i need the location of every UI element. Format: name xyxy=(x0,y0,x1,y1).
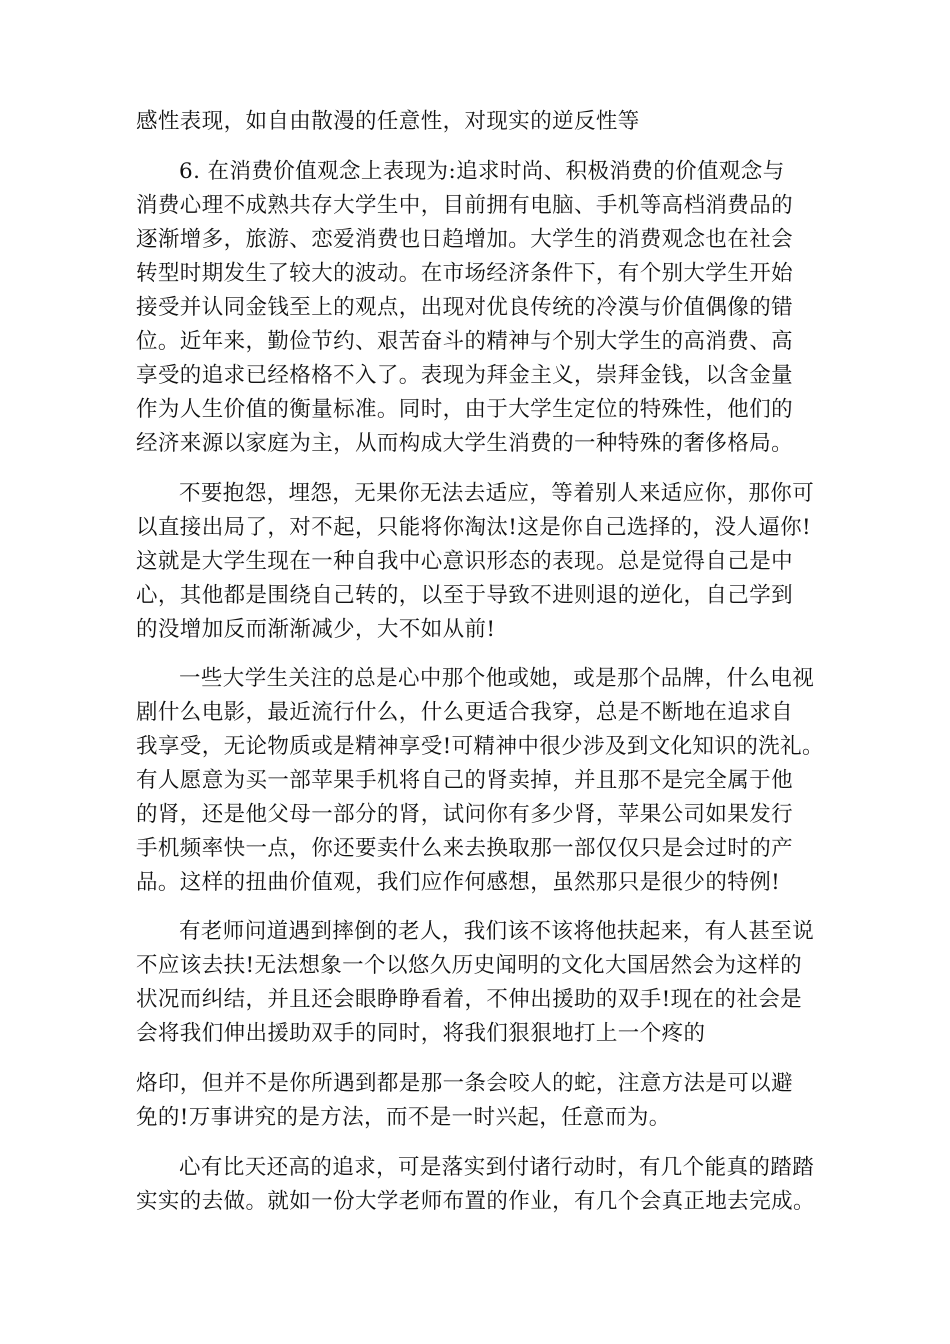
text-line: 消费心理不成熟共存大学生中，目前拥有电脑、手机等高档消费品的 xyxy=(136,193,794,218)
text-line: 转型时期发生了较大的波动。在市场经济条件下，有个别大学生开始 xyxy=(136,261,794,286)
text-line: 有老师问道遇到摔倒的老人，我们该不该将他扶起来，有人甚至说 xyxy=(179,919,815,944)
text-line: 手机频率快一点，你还要卖什么来去换取那一部仅仅只是会过时的产 xyxy=(136,836,794,861)
text-line: 心有比天还高的追求，可是落实到付诸行动时，有几个能真的踏踏 xyxy=(179,1155,815,1180)
text-line: 感性表现，如自由散漫的任意性，对现实的逆反性等 xyxy=(136,109,640,134)
text-line: 经济来源以家庭为主，从而构成大学生消费的一种特殊的奢侈格局。 xyxy=(136,431,794,456)
text-line: 不要抱怨，埋怨，无果你无法去适应，等着别人来适应你，那你可 xyxy=(179,481,815,506)
text-line: 的肾，还是他父母一部分的肾，试问你有多少肾，苹果公司如果发行 xyxy=(136,802,794,827)
text-line: 剧什么电影，最近流行什么，什么更适合我穿，总是不断地在追求自 xyxy=(136,700,794,725)
text-line: 有人愿意为买一部苹果手机将自己的肾卖掉，并且那不是完全属于他 xyxy=(136,768,794,793)
text-line: 作为人生价值的衡量标准。同时，由于大学生定位的特殊性，他们的 xyxy=(136,397,794,422)
text-line: 以直接出局了，对不起，只能将你淘汰!这是你自己选择的，没人逼你! xyxy=(136,515,812,540)
text-line: 享受的追求已经格格不入了。表现为拜金主义，崇拜金钱，以含金量 xyxy=(136,363,794,388)
text-line: 我享受，无论物质或是精神享受!可精神中很少涉及到文化知识的洗礼。 xyxy=(136,734,824,759)
text-line: 实实的去做。就如一份大学老师布置的作业，有几个会真正地去完成。 xyxy=(136,1189,815,1214)
text-line: 心，其他都是围绕自己转的，以至于导致不进则退的逆化，自己学到 xyxy=(136,583,794,608)
text-line: 6. 在消费价值观念上表现为:追求时尚、积极消费的价值观念与 xyxy=(179,159,785,184)
text-line: 这就是大学生现在一种自我中心意识形态的表现。总是觉得自己是中 xyxy=(136,549,794,574)
text-line: 位。近年来，勤俭节约、艰苦奋斗的精神与个别大学生的高消费、高 xyxy=(136,329,794,354)
text-line: 品。这样的扭曲价值观，我们应作何感想，虽然那只是很少的特例! xyxy=(136,870,781,895)
text-line: 不应该去扶!无法想象一个以悠久历史闻明的文化大国居然会为这样的 xyxy=(136,953,803,978)
text-line: 会将我们伸出援助双手的同时，将我们狠狠地打上一个疼的 xyxy=(136,1021,706,1046)
text-line: 接受并认同金钱至上的观点，出现对优良传统的冷漠与价值偶像的错 xyxy=(136,295,794,320)
text-line: 的没增加反而渐渐减少，大不如从前! xyxy=(136,617,496,642)
text-line: 状况而纠结，并且还会眼睁睁看着，不伸出援助的双手!现在的社会是 xyxy=(136,987,803,1012)
text-line: 一些大学生关注的总是心中那个他或她，或是那个品牌，什么电视 xyxy=(179,666,815,691)
text-line: 免的!万事讲究的是方法，而不是一时兴起，任意而为。 xyxy=(136,1105,671,1130)
text-line: 烙印，但并不是你所遇到都是那一条会咬人的蛇，注意方法是可以避 xyxy=(136,1071,794,1096)
text-line: 逐渐增多，旅游、恋爱消费也日趋增加。大学生的消费观念也在社会 xyxy=(136,227,794,252)
